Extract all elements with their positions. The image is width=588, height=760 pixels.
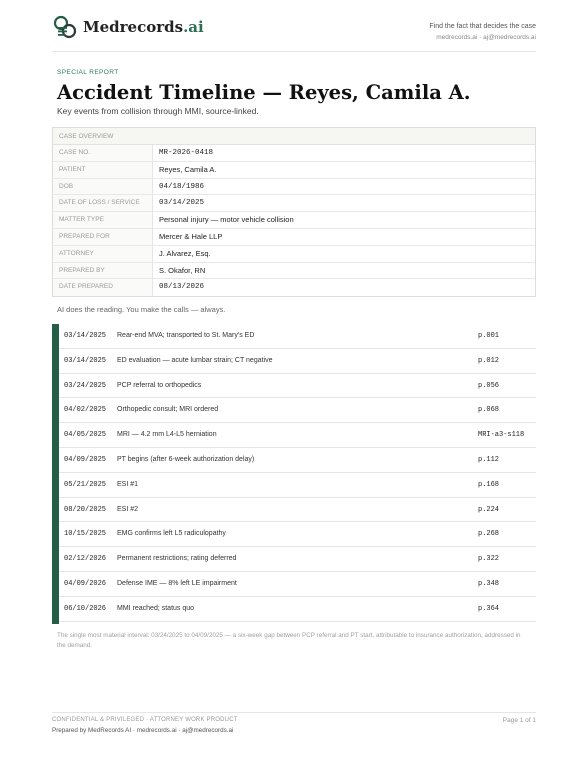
overview-value: J. Alvarez, Esq. (159, 248, 211, 258)
timeline-source-link[interactable]: p.168 (478, 480, 500, 489)
event-timeline (52, 324, 536, 622)
case-overview-heading: CASE OVERVIEW (53, 128, 535, 145)
timeline-date: 04/09/2026 (64, 579, 107, 588)
overview-value: S. Okafor, RN (159, 265, 206, 275)
timeline-date: 04/09/2025 (64, 455, 107, 464)
timeline-row (59, 448, 536, 473)
timeline-date: 02/12/2026 (64, 555, 107, 564)
timeline-date: 05/21/2025 (64, 480, 107, 489)
overview-row (53, 145, 535, 162)
overview-label: PREPARED FOR (53, 229, 153, 245)
timeline-row (59, 597, 536, 622)
timeline-date: 04/02/2025 (64, 406, 107, 415)
overview-value: Reyes, Camila A. (159, 164, 217, 174)
overview-value: Mercer & Hale LLP (159, 231, 223, 241)
timeline-event: ESI #1 (117, 480, 139, 488)
timeline-event: MMI reached; status quo (117, 604, 195, 612)
timeline-footnote: The single most material interval: 03/24/2025 to 04/09/2025 — a six-week gap between PCP referral and PT start, attributable to insurance authorization, addressed in the demand. (57, 632, 521, 649)
overview-label: PATIENT (53, 162, 153, 178)
medrecords-logo-icon (52, 14, 78, 40)
overview-label: DATE PREPARED (53, 279, 153, 296)
timeline-date: 03/24/2025 (64, 381, 107, 390)
timeline-row (59, 547, 536, 572)
overview-value: 04/18/1986 (159, 182, 205, 191)
page-footer (52, 712, 536, 734)
timeline-row (59, 498, 536, 523)
brand-logo[interactable] (52, 14, 204, 40)
overview-value: 08/13/2026 (159, 283, 205, 292)
timeline-row (59, 349, 536, 374)
timeline-event: Rear-end MVA; transported to St. Mary's ED (117, 332, 255, 339)
timeline-source-link[interactable]: p.001 (478, 332, 500, 340)
timeline-source-link[interactable]: p.224 (478, 505, 500, 514)
timeline-date: 06/10/2026 (64, 604, 107, 613)
overview-row (53, 229, 535, 246)
prepared-by-line: Prepared by MedRecords AI · medrecords.ai · aj@medrecords.ai (52, 727, 234, 734)
overview-value: MR-2026-0418 (159, 149, 214, 157)
timeline-event: MRI — 4.2 mm L4-L5 herniation (117, 431, 217, 439)
timeline-row (59, 374, 536, 399)
timeline-event: Permanent restrictions; rating deferred (117, 555, 237, 563)
timeline-source-link[interactable]: p.012 (478, 356, 500, 365)
timeline-row (59, 522, 536, 547)
overview-row (53, 263, 535, 280)
timeline-source-link[interactable]: p.322 (478, 555, 500, 564)
header-tagline: Find the fact that decides the case (429, 23, 536, 30)
overview-label: MATTER TYPE (53, 212, 153, 228)
timeline-event: Orthopedic consult; MRI ordered (117, 406, 219, 414)
timeline-row (59, 473, 536, 498)
timeline-source-link[interactable]: p.348 (478, 579, 500, 588)
overview-label: PREPARED BY (53, 263, 153, 279)
timeline-source-link[interactable]: p.112 (478, 455, 500, 464)
overview-row (53, 179, 535, 196)
overview-row (53, 246, 535, 263)
confidential-notice: CONFIDENTIAL & PRIVILEGED · ATTORNEY WORK PRODUCT (52, 717, 238, 723)
timeline-event: EMG confirms left L5 radiculopathy (117, 530, 226, 538)
timeline-date: 10/15/2025 (64, 530, 107, 539)
header-contact[interactable]: medrecords.ai · aj@medrecords.ai (436, 34, 536, 41)
timeline-source-link[interactable]: p.268 (478, 530, 500, 539)
timeline-source-link[interactable]: p.056 (478, 381, 500, 390)
timeline-row (59, 324, 536, 349)
timeline-accent-bar (52, 324, 59, 624)
timeline-event: ED evaluation — acute lumbar strain; CT negative (117, 356, 273, 364)
timeline-event: PT begins (after 6-week authorization delay) (117, 455, 255, 463)
overview-label: CASE NO. (53, 145, 153, 161)
page-number: Page 1 of 1 (502, 717, 536, 724)
timeline-event: ESI #2 (117, 505, 139, 513)
timeline-date: 03/14/2025 (64, 332, 107, 340)
timeline-date: 08/20/2025 (64, 505, 107, 514)
overview-label: DOB (53, 179, 153, 195)
timeline-source-link[interactable]: p.364 (478, 604, 500, 613)
page-title: Accident Timeline — Reyes, Camila A. (57, 81, 471, 104)
timeline-row (59, 572, 536, 597)
timeline-source-link[interactable]: MRI-a3-s118 (478, 431, 525, 440)
overview-value: Personal injury — motor vehicle collision (159, 215, 294, 225)
timeline-event: PCP referral to orthopedics (117, 381, 202, 389)
brand-name-main: Medrecords (83, 18, 184, 36)
page-header (52, 12, 536, 52)
timeline-date: 04/05/2025 (64, 431, 107, 440)
brand-name (83, 18, 204, 36)
brand-name-suffix: .ai (183, 18, 204, 36)
report-eyebrow: SPECIAL REPORT (57, 69, 119, 76)
overview-row (53, 162, 535, 179)
timeline-source-link[interactable]: p.068 (478, 406, 500, 415)
ai-disclaimer-note: AI does the reading. You make the calls — always. (57, 305, 226, 314)
timeline-event: Defense IME — 8% left LE impairment (117, 579, 237, 587)
overview-row (53, 195, 535, 212)
overview-value: 03/14/2025 (159, 199, 205, 208)
timeline-date: 03/14/2025 (64, 356, 107, 365)
overview-label: DATE OF LOSS / SERVICE (53, 195, 153, 211)
page-subtitle: Key events from collision through MMI, source-linked. (57, 106, 259, 116)
case-overview-table (52, 127, 536, 297)
overview-row (53, 279, 535, 296)
overview-label: ATTORNEY (53, 246, 153, 262)
timeline-row (59, 423, 536, 448)
timeline-row (59, 398, 536, 423)
overview-row (53, 212, 535, 229)
